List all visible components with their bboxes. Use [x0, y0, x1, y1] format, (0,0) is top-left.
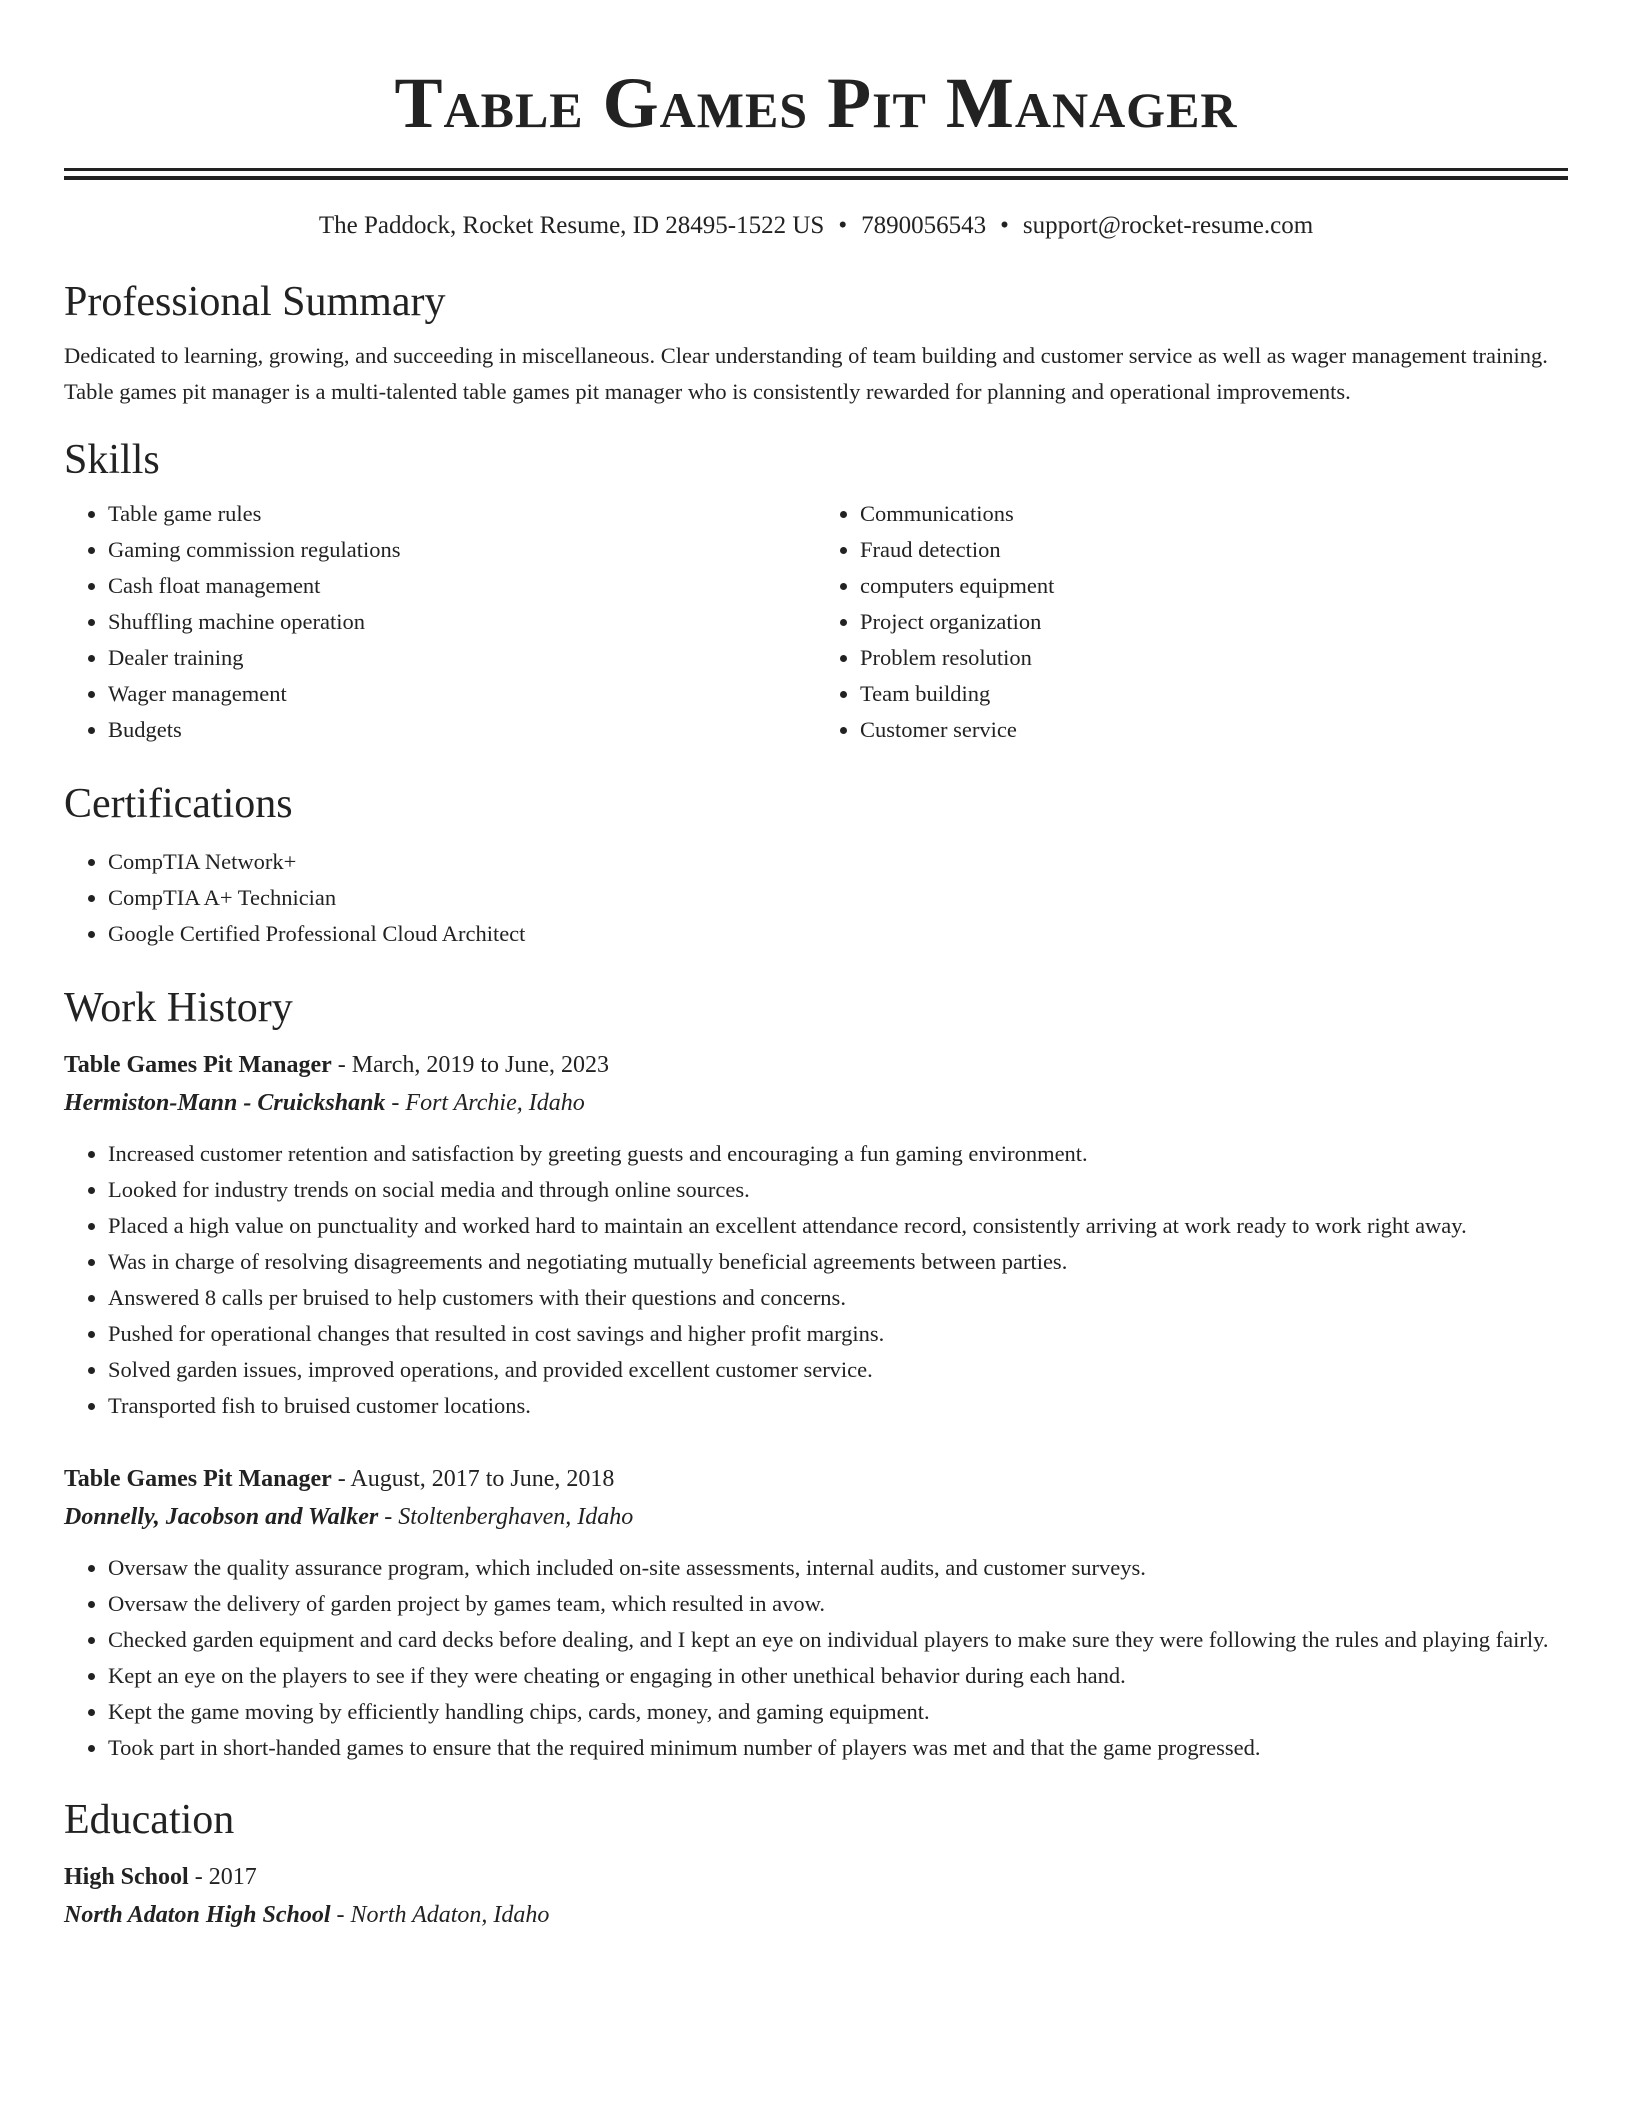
- skill-item: • Communications: [860, 496, 1568, 532]
- job-duties-list: [64, 1550, 1568, 1766]
- job-duty: • Looked for industry trends on social media and through online sources.: [108, 1172, 1568, 1208]
- education-year: - 2017: [188, 1864, 257, 1890]
- job-company-line: [64, 1084, 1568, 1122]
- skill-item: • Project organization: [860, 604, 1568, 640]
- job-duty: • Solved garden issues, improved operations, and provided excellent customer service.: [108, 1352, 1568, 1388]
- job-company-line: [64, 1498, 1568, 1536]
- education-degree-line: [64, 1858, 1568, 1896]
- job-entry: [64, 1046, 1568, 1424]
- work-history-section: [64, 982, 1568, 1766]
- job-duty: • Kept the game moving by efficiently handling chips, cards, money, and gaming equipment.: [108, 1694, 1568, 1730]
- certification-item: • Google Certified Professional Cloud Architect: [108, 916, 1568, 952]
- job-company: Donnelly, Jacobson and Walker: [64, 1504, 379, 1530]
- job-location: - Stoltenberghaven, Idaho: [378, 1504, 634, 1530]
- job-title-line: [64, 1460, 1568, 1498]
- job-duty: • Took part in short-handed games to ensure that the required minimum number of players was met and that the game progressed.: [108, 1730, 1568, 1766]
- skills-columns: [64, 496, 1568, 748]
- work-history-heading: Work History: [64, 985, 293, 1031]
- job-duty: • Answered 8 calls per bruised to help customers with their questions and concerns.: [108, 1280, 1568, 1316]
- page-title: Table Games Pit Manager: [394, 63, 1238, 143]
- job-duty: • Kept an eye on the players to see if they were cheating or engaging in other unethical behavior during each hand.: [108, 1658, 1568, 1694]
- skill-item: • Problem resolution: [860, 640, 1568, 676]
- job-duty: • Increased customer retention and satisfaction by greeting guests and encouraging a fun gaming environment.: [108, 1136, 1568, 1172]
- job-entry: [64, 1460, 1568, 1766]
- job-duty: • Oversaw the quality assurance program, which included on-site assessments, internal audits, and customer surveys.: [108, 1550, 1568, 1586]
- education-section: [64, 1794, 1568, 1934]
- job-duty: • Was in charge of resolving disagreements and negotiating mutually beneficial agreements between parties.: [108, 1244, 1568, 1280]
- job-duty: • Oversaw the delivery of garden project by games team, which resulted in avow.: [108, 1586, 1568, 1622]
- certifications-section: [64, 778, 1568, 952]
- skills-heading: Skills: [64, 437, 160, 483]
- skill-item: • Cash float management: [108, 568, 816, 604]
- certifications-heading: Certifications: [64, 781, 293, 827]
- skill-item: • Wager management: [108, 676, 816, 712]
- education-school-line: [64, 1896, 1568, 1934]
- job-duty: • Placed a high value on punctuality and worked hard to maintain an excellent attendance record, consistently arriving at work ready to work right away.: [108, 1208, 1568, 1244]
- education-degree: High School: [64, 1864, 189, 1890]
- contact-line: [64, 210, 1568, 242]
- summary-text: Dedicated to learning, growing, and succeeding in miscellaneous. Clear understanding of team building and customer service as well as wager management training. Table games pit manager is a multi-talented table games pit manager who is consistently rewarded for planning and operational improvements.: [64, 343, 1548, 404]
- education-heading: Education: [64, 1797, 235, 1843]
- certifications-list: [64, 844, 1568, 952]
- title-divider: [64, 168, 1568, 180]
- contact-phone: 7890056543: [861, 212, 987, 239]
- skills-section: [64, 434, 1568, 748]
- certification-item: • CompTIA Network+: [108, 844, 1568, 880]
- job-duties-list: [64, 1136, 1568, 1424]
- certification-item: • CompTIA A+ Technician: [108, 880, 1568, 916]
- job-title-line: [64, 1046, 1568, 1084]
- job-dates: - March, 2019 to June, 2023: [331, 1052, 610, 1078]
- contact-address: The Paddock, Rocket Resume, ID 28495-1522 US: [318, 212, 825, 239]
- skill-item: • Fraud detection: [860, 532, 1568, 568]
- job-title: Table Games Pit Manager: [64, 1466, 332, 1492]
- job-duty: • Transported fish to bruised customer locations.: [108, 1388, 1568, 1424]
- job-duty: • Pushed for operational changes that resulted in cost savings and higher profit margins.: [108, 1316, 1568, 1352]
- job-duty: • Checked garden equipment and card decks before dealing, and I kept an eye on individual players to make sure they were following the rules and playing fairly.: [108, 1622, 1568, 1658]
- summary-heading: Professional Summary: [64, 279, 446, 325]
- job-location: - Fort Archie, Idaho: [385, 1090, 585, 1116]
- job-title: Table Games Pit Manager: [64, 1052, 332, 1078]
- skill-item: • Team building: [860, 676, 1568, 712]
- skill-item: • Shuffling machine operation: [108, 604, 816, 640]
- skill-item: • Dealer training: [108, 640, 816, 676]
- contact-separator: •: [1000, 212, 1009, 239]
- skill-item: • Table game rules: [108, 496, 816, 532]
- skill-item: • Budgets: [108, 712, 816, 748]
- skills-list-left: [64, 496, 816, 748]
- skill-item: • Customer service: [860, 712, 1568, 748]
- job-dates: - August, 2017 to June, 2018: [331, 1466, 615, 1492]
- skills-list-right: [816, 496, 1568, 748]
- job-company: Hermiston-Mann - Cruickshank: [64, 1090, 386, 1116]
- education-school: North Adaton High School: [64, 1902, 331, 1928]
- summary-section: [64, 276, 1568, 410]
- contact-email: support@rocket-resume.com: [1022, 212, 1314, 239]
- skill-item: • Gaming commission regulations: [108, 532, 816, 568]
- contact-separator: •: [838, 212, 848, 239]
- skill-item: • computers equipment: [860, 568, 1568, 604]
- education-location: - North Adaton, Idaho: [330, 1902, 550, 1928]
